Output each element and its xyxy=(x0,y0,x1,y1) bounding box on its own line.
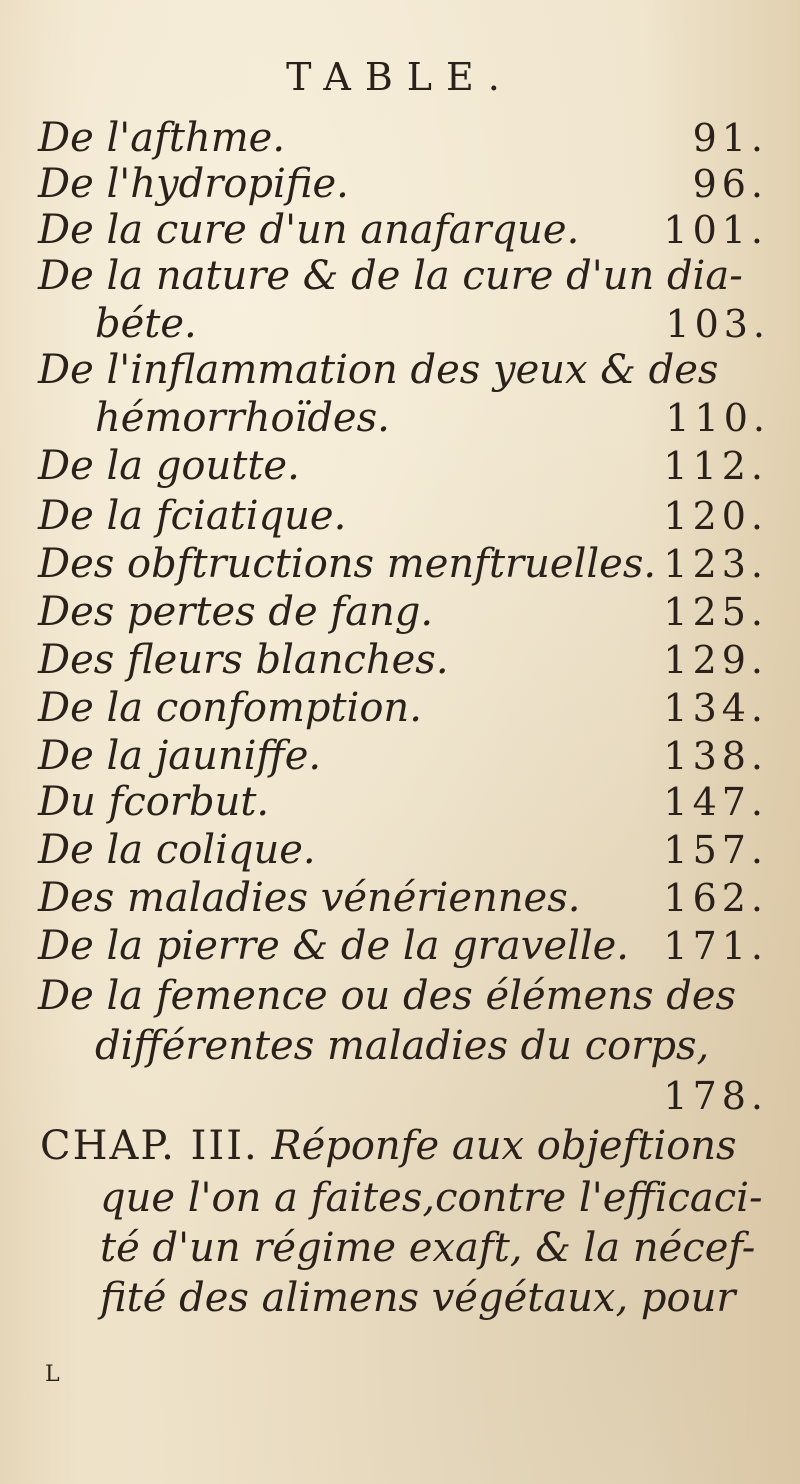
toc-entry xyxy=(38,634,768,686)
toc-entry xyxy=(38,920,768,972)
entry-page: 112. xyxy=(663,444,768,488)
entry-page: 138. xyxy=(663,734,768,778)
entry-page: 147. xyxy=(663,780,768,824)
toc-entry xyxy=(38,490,768,542)
entry-page: 91. xyxy=(692,116,768,160)
toc-entry xyxy=(38,158,768,210)
toc-entry xyxy=(38,776,768,828)
chapter-text: té d'un régime exaft, & la nécef- xyxy=(100,1225,756,1271)
entry-title: De la confomption. xyxy=(38,685,422,731)
toc-entry xyxy=(38,682,768,734)
chapter-label: CHAP. III. xyxy=(40,1123,259,1169)
page-header: TABLE. xyxy=(286,55,514,99)
entry-title: De l'hydropifie. xyxy=(38,161,349,207)
entry-title: Des pertes de fang. xyxy=(38,589,434,635)
entry-title: De la pierre & de la gravelle. xyxy=(38,923,629,969)
chapter-text: fité des alimens végétaux, pour xyxy=(100,1275,736,1321)
toc-entry xyxy=(38,824,768,876)
entry-page: 123. xyxy=(663,542,768,586)
toc-entry xyxy=(38,440,768,492)
toc-entry xyxy=(38,538,768,590)
entry-page: 171. xyxy=(663,924,768,968)
toc-entry xyxy=(38,586,768,638)
entry-page: 129. xyxy=(663,638,768,682)
toc-entry-page-only xyxy=(38,1070,768,1122)
entry-page: 178. xyxy=(663,1074,768,1118)
entry-page: 162. xyxy=(663,876,768,920)
entry-title: hémorrhoïdes. xyxy=(95,395,390,441)
chapter-title-line xyxy=(100,1222,775,1274)
entry-title: béte. xyxy=(95,301,197,347)
entry-title: De la jauniffe. xyxy=(38,733,322,779)
entry-title: différentes maladies du corps, xyxy=(95,1023,710,1069)
chapter-title-line xyxy=(100,1172,775,1224)
entry-title: De l'inflammation des yeux & des xyxy=(38,347,719,393)
entry-title: De la goutte. xyxy=(38,443,300,489)
entry-title: De la nature & de la cure d'un dia- xyxy=(38,253,743,299)
entry-title: De la cure d'un anafarque. xyxy=(38,207,580,253)
entry-title: De la colique. xyxy=(38,827,316,873)
chapter-text: que l'on a faites,contre l'efficaci- xyxy=(100,1175,763,1221)
toc-entry-continuation xyxy=(95,298,770,350)
entry-title: De la fciatique. xyxy=(38,493,347,539)
entry-page: 125. xyxy=(663,590,768,634)
entry-title: Des obftructions menftruelles. xyxy=(38,541,657,587)
entry-title: Du fcorbut. xyxy=(38,779,270,825)
toc-entry xyxy=(38,970,768,1022)
toc-entry xyxy=(38,344,768,396)
toc-entry xyxy=(38,204,768,256)
signature-mark: L xyxy=(45,1362,60,1387)
entry-page: 157. xyxy=(663,828,768,872)
entry-title: De la femence ou des élémens des xyxy=(38,973,737,1019)
entry-page: 96. xyxy=(692,162,768,206)
toc-entry xyxy=(38,872,768,924)
chapter-title-line xyxy=(100,1272,775,1324)
entry-page: 134. xyxy=(663,686,768,730)
chapter-heading xyxy=(40,1118,770,1174)
toc-entry xyxy=(38,730,768,782)
entry-title: De l'afthme. xyxy=(38,115,286,161)
toc-entry xyxy=(38,112,768,164)
entry-page: 110. xyxy=(665,396,770,440)
entry-page: 103. xyxy=(665,302,770,346)
chapter-title-line: Réponfe aux objeftions xyxy=(271,1123,737,1169)
toc-entry-continuation xyxy=(95,1020,770,1072)
toc-entry-continuation xyxy=(95,392,770,444)
entry-title: Des maladies vénériennes. xyxy=(38,875,581,921)
entry-title: Des fleurs blanches. xyxy=(38,637,449,683)
toc-entry xyxy=(38,250,768,302)
entry-page: 101. xyxy=(663,208,768,252)
entry-page: 120. xyxy=(663,494,768,538)
